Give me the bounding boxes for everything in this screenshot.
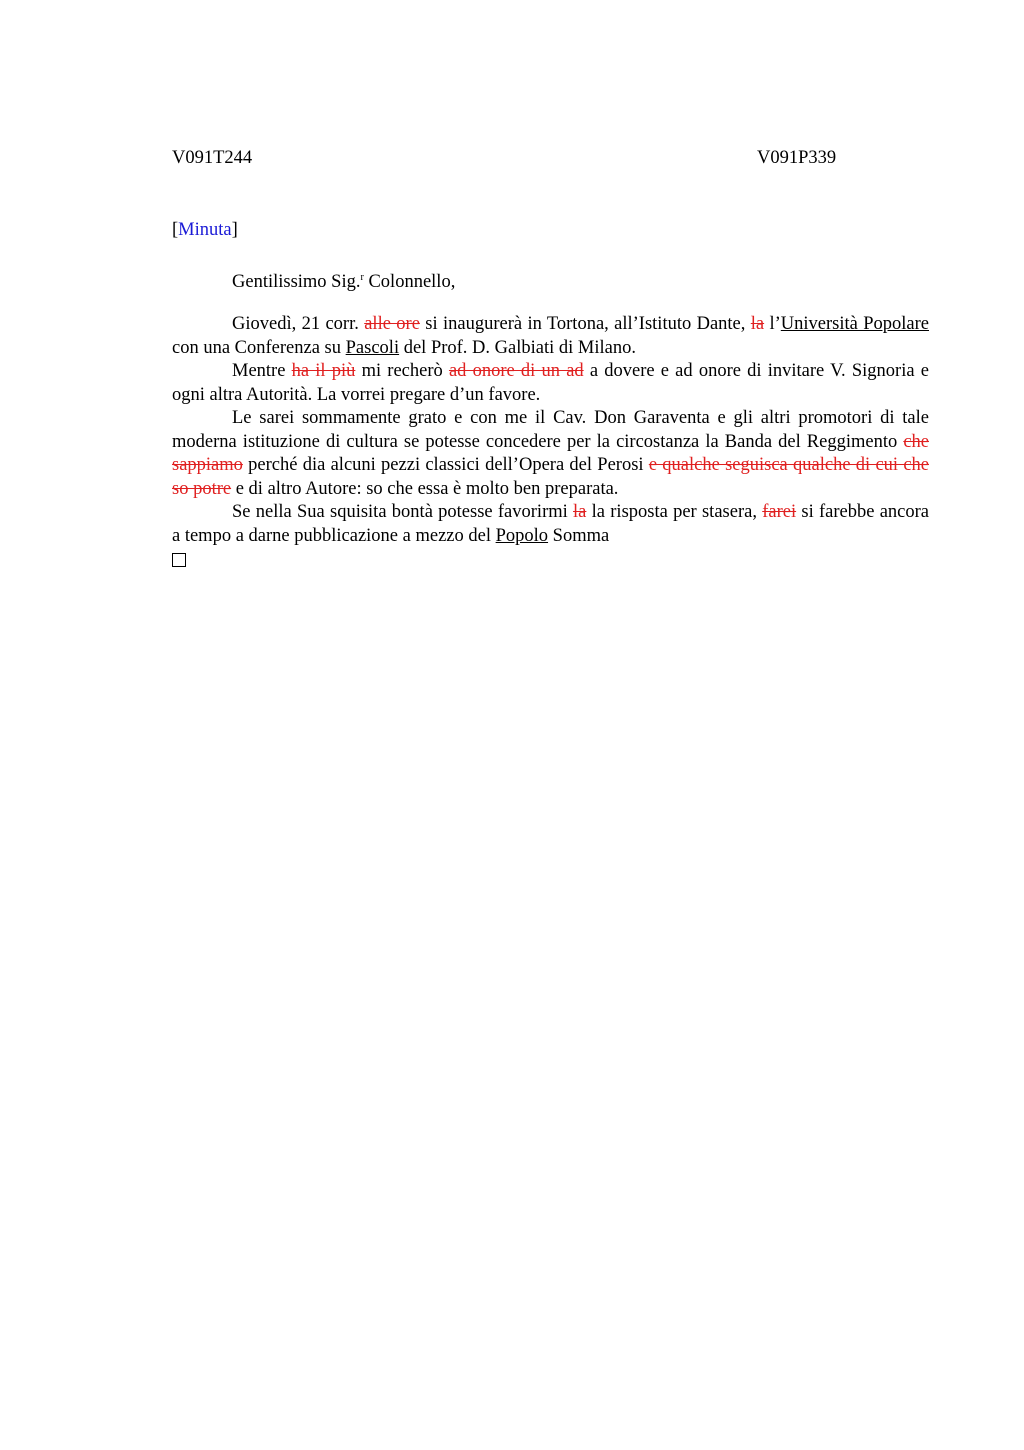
status-close-bracket: ] <box>231 220 238 240</box>
status-open-bracket: [ <box>172 220 179 240</box>
text-segment: del Prof. D. Galbiati di Milano. <box>399 337 636 358</box>
status-word: Minuta <box>178 220 232 240</box>
text-segment: con una Conferenza su <box>172 337 346 358</box>
text-segment: la risposta per stasera, <box>586 502 763 522</box>
underlined-text: Pascoli <box>345 337 400 358</box>
text-segment: Giovedì, 21 corr. <box>232 314 365 334</box>
paragraph <box>172 360 929 407</box>
deleted-text: la <box>750 314 765 334</box>
deleted-text: ad onore di un ad <box>448 361 584 381</box>
letter-body <box>172 313 929 548</box>
text-segment: Mentre <box>232 361 292 381</box>
document-status <box>172 218 238 242</box>
text-segment: si farebbe ancora a tempo a darne pubblicazione a mezzo del <box>172 502 929 546</box>
salutation-addressee: Colonnello, <box>363 272 456 292</box>
salutation-title: Gentilissimo Sig. <box>232 272 361 292</box>
salutation-superscript: r <box>360 272 364 283</box>
end-marker-box <box>172 553 186 567</box>
text-segment: Se nella Sua squisita bontà potesse favorirmi <box>232 502 574 522</box>
deleted-text: ha il più <box>291 361 356 381</box>
text-segment: e di altro Autore: so che essa è molto ben preparata. <box>231 478 619 499</box>
deleted-text: la <box>573 502 587 522</box>
paragraph <box>172 407 929 501</box>
underlined-text: Popolo <box>495 525 549 546</box>
text-segment: perché dia alcuni pezzi classici dell’Opera del Perosi <box>242 455 649 475</box>
deleted-text: alle ore <box>364 314 420 334</box>
document-id-right: V091P339 <box>757 148 837 168</box>
paragraph <box>172 313 929 360</box>
paragraph <box>172 501 929 548</box>
salutation <box>232 266 455 294</box>
deleted-text: farei <box>762 502 797 522</box>
text-segment: mi recherò <box>355 361 449 381</box>
text-segment: si inaugurerà in Tortona, all’Istituto Dante, <box>419 314 751 334</box>
text-segment: Somma <box>548 525 610 546</box>
text-segment: a dovere e ad onore di invitare V. Signoria e ogni altra Autorità. La vorrei pregare d’un favore. <box>172 361 929 405</box>
text-segment: Le sarei sommamente grato e con me il Cav. Don Garaventa e gli altri promotori di tale moderna istituzione di cultura se potesse concedere per la circostanza la Banda del Reggimento <box>172 408 929 452</box>
underlined-text: Università Popolare <box>780 314 929 334</box>
deleted-text: e qualche seguisca qualche di cui che so potre <box>172 455 929 499</box>
document-id-left: V091T244 <box>172 148 253 168</box>
deleted-text: che sappiamo <box>172 431 929 475</box>
text-segment: l’ <box>764 314 781 334</box>
